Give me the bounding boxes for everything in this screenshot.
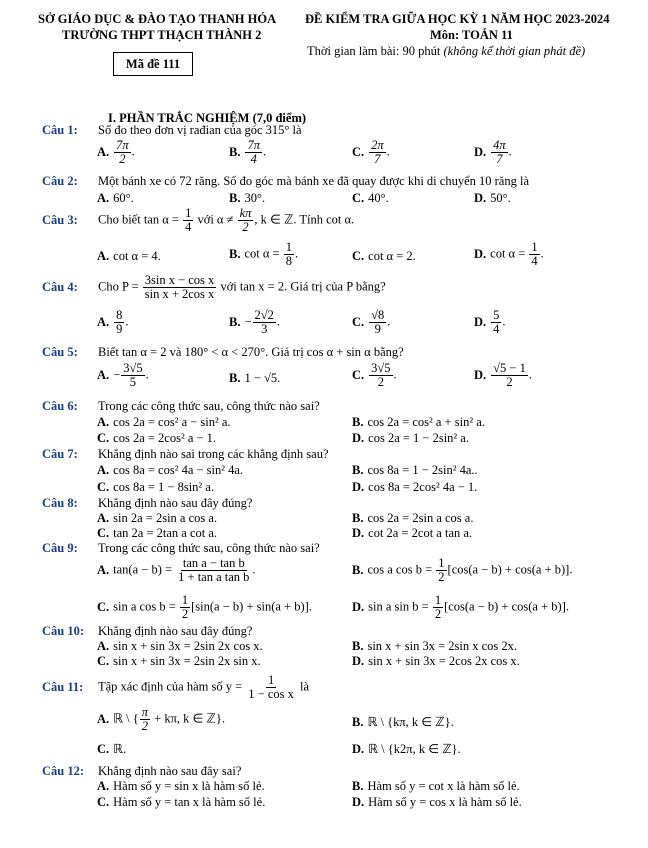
- denominator: 1 + tan a tan b: [178, 570, 250, 585]
- question-5: [42, 345, 404, 360]
- option-text: cot 2a = 2cot a tan a.: [368, 526, 473, 540]
- q5-option-c[interactable]: C. $\frac{3√5}{2}$ .: [352, 361, 397, 390]
- exam-time: [307, 44, 585, 59]
- numerator: 2π: [371, 138, 384, 152]
- question-text: Trong các công thức sau, công thức nào sai?: [98, 541, 320, 555]
- option-letter: B.: [229, 371, 241, 385]
- denominator: 1 − cos x: [248, 687, 294, 702]
- option-text: sin x + sin 3x = 2sin x cos 2x.: [367, 639, 517, 653]
- option-text: −: [113, 367, 121, 382]
- option-text: [sin(a − b) + sin(a + b)].: [191, 599, 312, 614]
- q12-option-d[interactable]: [352, 795, 522, 810]
- option-text: cot α =: [244, 246, 283, 261]
- question-number: Câu 2:: [42, 174, 78, 188]
- question-text: Khẳng định nào sau đây đúng?: [98, 624, 253, 638]
- question-number: Câu 7:: [42, 447, 78, 461]
- option-letter: D.: [352, 654, 365, 668]
- option-letter: A.: [97, 249, 110, 263]
- option-letter: B.: [229, 191, 241, 205]
- option-text: cos 8a = 1 − 2sin² 4a..: [367, 463, 478, 477]
- q4-option-a[interactable]: A. $\frac{8}{9}$ .: [97, 308, 129, 337]
- denominator: 9: [374, 322, 381, 337]
- option-letter: D.: [352, 526, 365, 540]
- option-letter: B.: [229, 144, 241, 159]
- option-letter: C.: [352, 249, 365, 263]
- option-text: −: [244, 314, 252, 329]
- option-letter: C.: [97, 795, 110, 809]
- option-letter: B.: [229, 246, 241, 261]
- option-letter: C.: [97, 431, 110, 445]
- q5-option-d[interactable]: D. $\frac{√5 - 1}{2}$ .: [474, 361, 532, 390]
- denominator: 2: [434, 607, 442, 622]
- question-text: Một bánh xe có 72 răng. Số đo góc mà bánh xe đã quay được khi di chuyển 10 răng là: [98, 174, 529, 188]
- question-text: Tập xác định của hàm số y =: [98, 679, 246, 694]
- q1-option-d[interactable]: D. $\frac{4\pi}{7}$ .: [474, 138, 512, 167]
- numerator: 1: [434, 593, 442, 607]
- q1-option-a[interactable]: A. $\frac{7\pi}{2}$ .: [97, 138, 135, 167]
- option-text: cos 8a = 2cos² 4a − 1.: [368, 480, 478, 494]
- question-text: Khẳng định nào sai trong các khẳng định sau?: [98, 447, 329, 461]
- question-text: Biết tan α = 2 và 180° < α < 270°. Giá trị cos α + sin α bằng?: [98, 345, 404, 359]
- question-number: Câu 1:: [42, 123, 78, 137]
- q4-option-d[interactable]: D. $\frac{5}{4}$ .: [474, 308, 506, 337]
- option-letter: C.: [352, 144, 365, 159]
- question-text: Cho P =: [98, 279, 142, 294]
- q6-option-a[interactable]: [97, 415, 231, 430]
- numerator: 3√5: [123, 361, 143, 375]
- option-letter: A.: [97, 191, 110, 205]
- option-text: ℝ \ {k2π, k ∈ ℤ}.: [368, 742, 461, 756]
- denominator: 4: [250, 152, 257, 167]
- q5-option-a[interactable]: A. − $\frac{3√5}{5}$ .: [97, 361, 149, 390]
- fraction: [114, 139, 131, 166]
- q10-option-a[interactable]: [97, 639, 263, 654]
- denominator: sin x + 2cos x: [144, 287, 215, 302]
- option-text: 60°.: [113, 191, 134, 205]
- question-3: [42, 207, 354, 234]
- option-text: cos 8a = 1 − 8sin² a.: [113, 480, 214, 494]
- q2-option-a[interactable]: [97, 191, 134, 206]
- option-text: cos 8a = cos² 4a − sin² 4a.: [113, 463, 244, 477]
- option-letter: B.: [352, 639, 364, 653]
- option-letter: D.: [352, 480, 365, 494]
- denominator: 2: [506, 375, 513, 390]
- fraction: [238, 207, 254, 234]
- option-letter: D.: [352, 742, 365, 756]
- option-text: Hàm số y = sin x là hàm số lẻ.: [113, 779, 265, 793]
- question-number: Câu 3:: [42, 212, 78, 227]
- question-number: Câu 12:: [42, 764, 85, 778]
- question-text: Khẳng định nào sau đây đúng?: [98, 496, 253, 510]
- exam-subject: Môn: TOÁN 11: [430, 28, 513, 42]
- question-text: Cho biết tan α =: [98, 212, 183, 227]
- question-number: Câu 9:: [42, 541, 78, 555]
- q3-option-c[interactable]: [352, 249, 416, 264]
- numerator: 3√5: [371, 361, 391, 375]
- q9-option-a[interactable]: A. tan(a − b) = $\frac{\text{tan a − tan b}}{\text{1 + tan a tan b}}$ .: [97, 556, 256, 585]
- option-text: 50°.: [490, 191, 511, 205]
- denominator: 7: [496, 152, 503, 167]
- numerator: 1: [531, 240, 538, 254]
- q2-option-b[interactable]: [229, 191, 265, 206]
- exam-time-main: Thời gian làm bài: 90 phút: [307, 44, 444, 58]
- exam-title: ĐỀ KIỂM TRA GIỮA HỌC KỲ 1 NĂM HỌC 2023-2024: [305, 12, 610, 26]
- fraction: [183, 207, 193, 234]
- q3-option-b[interactable]: B. cot α = $\frac{1}{8}$ .: [229, 240, 299, 269]
- q10-option-d[interactable]: [352, 654, 520, 669]
- q8-option-c[interactable]: [97, 526, 217, 541]
- question-6: [42, 399, 320, 414]
- option-letter: D.: [352, 795, 365, 809]
- option-letter: C.: [97, 526, 110, 540]
- q11-option-a[interactable]: [97, 706, 225, 733]
- fraction: [253, 309, 276, 336]
- option-text: cos 2a = 2sin a cos a.: [367, 511, 474, 525]
- option-letter: A.: [97, 779, 110, 793]
- option-text: 1 − √5.: [244, 371, 281, 385]
- option-text: cos 2a = 2cos² a − 1.: [113, 431, 217, 445]
- denominator: 2: [119, 152, 126, 167]
- denominator: 2: [242, 220, 249, 235]
- q4-option-b[interactable]: B. − $\frac{2√2}{3}$ .: [229, 308, 281, 337]
- option-text: ℝ \ {kπ, k ∈ ℤ}.: [367, 715, 454, 729]
- option-text: [cos(a − b) + cos(a + b)].: [444, 599, 569, 614]
- q11-option-c[interactable]: [97, 741, 126, 757]
- question-7: [42, 447, 329, 462]
- fraction: [246, 674, 296, 701]
- option-text: Hàm số y = tan x là hàm số lẻ.: [113, 795, 266, 809]
- question-text: Số đo theo đơn vị rađian của góc 315° là: [98, 123, 302, 137]
- option-text: tan 2a = 2tan a cot a.: [113, 526, 218, 540]
- option-letter: A.: [97, 562, 110, 577]
- numerator: 7π: [116, 138, 129, 152]
- numerator: 1: [285, 240, 292, 254]
- option-text: cot α = 2.: [368, 249, 416, 263]
- numerator: 8: [116, 308, 123, 322]
- option-text: ℝ \ {: [113, 711, 139, 726]
- question-number: Câu 5:: [42, 345, 78, 359]
- option-text: [cos(a − b) + cos(a + b)].: [447, 562, 573, 577]
- option-letter: C.: [97, 654, 110, 668]
- q9-option-c[interactable]: [97, 594, 312, 621]
- option-letter: C.: [97, 480, 110, 494]
- numerator: tan a − tan b: [182, 556, 245, 570]
- question-8: [42, 496, 252, 511]
- option-letter: A.: [97, 314, 110, 329]
- exam-code-box: Mã đề 111: [113, 52, 193, 76]
- option-text: sin x + sin 3x = 2sin 2x cos x.: [113, 639, 263, 653]
- option-text: sin x + sin 3x = 2cos 2x cos x.: [368, 654, 520, 668]
- numerator: 1: [185, 206, 192, 220]
- question-number: Câu 6:: [42, 399, 78, 413]
- question-number: Câu 8:: [42, 496, 78, 510]
- option-letter: D.: [474, 246, 487, 261]
- option-letter: B.: [352, 562, 364, 577]
- numerator: √8: [371, 308, 385, 322]
- q6-option-d[interactable]: [352, 431, 469, 446]
- fraction: [121, 362, 144, 389]
- q8-option-a[interactable]: [97, 511, 217, 526]
- numerator: 2√2: [254, 308, 274, 322]
- q12-option-c[interactable]: [97, 795, 265, 810]
- option-text: tan(a − b) =: [113, 562, 176, 577]
- option-letter: D.: [474, 144, 487, 159]
- option-text: cos 2a = cos² a + sin² a.: [367, 415, 485, 429]
- question-text: Khẳng định nào sau đây sai?: [98, 764, 242, 778]
- option-text: sin 2a = 2sin a cos a.: [113, 511, 218, 525]
- q10-option-b[interactable]: [352, 639, 517, 654]
- section-title: I. PHẦN TRẮC NGHIỆM (7,0 điểm): [108, 111, 307, 125]
- option-text: sin a sin b =: [368, 599, 432, 614]
- option-text: cos 2a = cos² a − sin² a.: [113, 415, 231, 429]
- numerator: π: [141, 705, 149, 719]
- option-text: cos 2a = 1 − 2sin² a.: [368, 431, 469, 445]
- numerator: 1: [438, 556, 445, 570]
- fraction: [433, 594, 443, 621]
- question-11: [42, 674, 309, 701]
- fraction: [143, 274, 217, 301]
- denominator: 2: [181, 607, 189, 622]
- question-9: [42, 541, 320, 556]
- option-letter: A.: [97, 639, 110, 653]
- question-text: với α ≠: [194, 212, 237, 227]
- question-1: [42, 123, 302, 138]
- q8-option-b[interactable]: [352, 511, 473, 526]
- numerator: kπ: [239, 206, 252, 220]
- question-text: là: [296, 679, 310, 694]
- option-text: cos a cos b =: [367, 562, 436, 577]
- denominator: 7: [374, 152, 381, 167]
- fraction: [114, 309, 124, 336]
- fraction: [491, 139, 508, 166]
- option-letter: C.: [352, 191, 365, 205]
- question-number: Câu 10:: [42, 624, 85, 638]
- denominator: 2: [141, 719, 149, 734]
- option-text: cot α = 4.: [113, 249, 161, 263]
- fraction: [284, 241, 294, 268]
- option-text: cot α =: [490, 246, 529, 261]
- question-number: Câu 11:: [42, 679, 84, 694]
- question-10: [42, 624, 252, 639]
- option-letter: A.: [97, 711, 110, 726]
- q7-option-c[interactable]: [97, 480, 214, 495]
- q10-option-c[interactable]: [97, 654, 261, 669]
- option-letter: B.: [352, 415, 364, 429]
- option-letter: D.: [352, 431, 365, 445]
- question-text: Trong các công thức sau, công thức nào sai?: [98, 399, 320, 413]
- option-letter: B.: [352, 715, 364, 729]
- option-letter: D.: [474, 367, 487, 382]
- fraction: [491, 362, 528, 389]
- q12-option-b[interactable]: [352, 779, 520, 794]
- q9-option-b[interactable]: [352, 557, 572, 584]
- fraction: [529, 241, 539, 268]
- option-text: 30°.: [244, 191, 266, 205]
- option-text: Hàm số y = cot x là hàm số lẻ.: [367, 779, 520, 793]
- option-letter: C.: [97, 742, 110, 756]
- numerator: 1: [181, 593, 189, 607]
- q8-option-d[interactable]: [352, 526, 472, 541]
- q7-option-d[interactable]: [352, 480, 477, 495]
- option-letter: B.: [229, 314, 241, 329]
- option-letter: D.: [474, 191, 487, 205]
- q1-option-c[interactable]: C. $\frac{2\pi}{7}$ .: [352, 138, 390, 167]
- option-letter: C.: [352, 314, 365, 329]
- option-letter: D.: [352, 599, 365, 614]
- fraction: [176, 557, 251, 584]
- option-text: sin x + sin 3x = 2sin 2x sin x.: [113, 654, 261, 668]
- fraction: [140, 706, 150, 733]
- q4-option-c[interactable]: C. $\frac{√8}{9}$ .: [352, 308, 391, 337]
- fraction: [491, 309, 501, 336]
- q6-option-b[interactable]: [352, 415, 485, 430]
- exam-time-note: (không kể thời gian phát đề): [443, 44, 586, 58]
- option-text: Hàm số y = cos x là hàm số lẻ.: [368, 795, 522, 809]
- q3-option-d[interactable]: D. cot α = $\frac{1}{4}$ .: [474, 240, 544, 269]
- numerator: 1: [267, 673, 275, 687]
- numerator: √5 − 1: [493, 361, 526, 375]
- question-2: [42, 174, 529, 189]
- question-4: [42, 274, 386, 301]
- option-letter: B.: [352, 463, 364, 477]
- fraction: [436, 557, 446, 584]
- denominator: 2: [377, 375, 384, 390]
- numerator: 5: [493, 308, 500, 322]
- option-letter: A.: [97, 144, 110, 159]
- fraction: [245, 139, 262, 166]
- denominator: 9: [116, 322, 123, 337]
- option-letter: B.: [352, 779, 364, 793]
- school-name: TRƯỜNG THPT THẠCH THÀNH 2: [62, 28, 262, 42]
- option-letter: A.: [97, 463, 110, 477]
- denominator: 4: [493, 322, 500, 337]
- q6-option-c[interactable]: [97, 431, 216, 446]
- q1-option-b[interactable]: B. $\frac{7\pi}{4}$ .: [229, 138, 267, 167]
- option-letter: A.: [97, 511, 110, 525]
- option-letter: B.: [352, 511, 364, 525]
- denominator: 4: [185, 220, 192, 235]
- fraction: [369, 309, 386, 336]
- option-text: 40°.: [368, 191, 389, 205]
- option-text: + kπ, k ∈ ℤ}.: [151, 711, 225, 726]
- denominator: 8: [285, 254, 292, 269]
- q7-option-a[interactable]: [97, 463, 243, 478]
- q2-option-c[interactable]: [352, 191, 389, 206]
- denominator: 4: [531, 254, 538, 269]
- option-text: sin a cos b =: [113, 599, 179, 614]
- option-letter: A.: [97, 415, 110, 429]
- numerator: 3sin x − cos x: [144, 273, 215, 287]
- q11-option-b[interactable]: [352, 714, 454, 730]
- q5-option-b[interactable]: [229, 371, 280, 386]
- numerator: 4π: [493, 138, 506, 152]
- question-text: , k ∈ ℤ. Tính cot α.: [254, 212, 355, 227]
- q9-option-d[interactable]: [352, 594, 569, 621]
- option-letter: C.: [352, 367, 365, 382]
- denominator: 5: [129, 375, 137, 390]
- denominator: 2: [438, 570, 445, 585]
- question-text: với tan x = 2. Giá trị của P bằng?: [217, 279, 386, 294]
- question-number: Câu 4:: [42, 279, 78, 294]
- option-letter: C.: [97, 599, 110, 614]
- denominator: 3: [261, 322, 268, 337]
- q3-option-a[interactable]: [97, 249, 161, 264]
- question-12: [42, 764, 241, 779]
- fraction: [180, 594, 190, 621]
- fraction: [369, 362, 392, 389]
- q11-option-d[interactable]: [352, 741, 461, 757]
- q2-option-d[interactable]: [474, 191, 511, 206]
- option-text: ℝ.: [113, 742, 127, 756]
- option-letter: A.: [97, 367, 110, 382]
- option-letter: D.: [474, 314, 487, 329]
- school-department: SỞ GIÁO DỤC & ĐÀO TẠO THANH HÓA: [38, 12, 277, 26]
- numerator: 7π: [247, 138, 260, 152]
- q7-option-b[interactable]: [352, 463, 478, 478]
- fraction: [369, 139, 386, 166]
- q12-option-a[interactable]: [97, 779, 265, 794]
